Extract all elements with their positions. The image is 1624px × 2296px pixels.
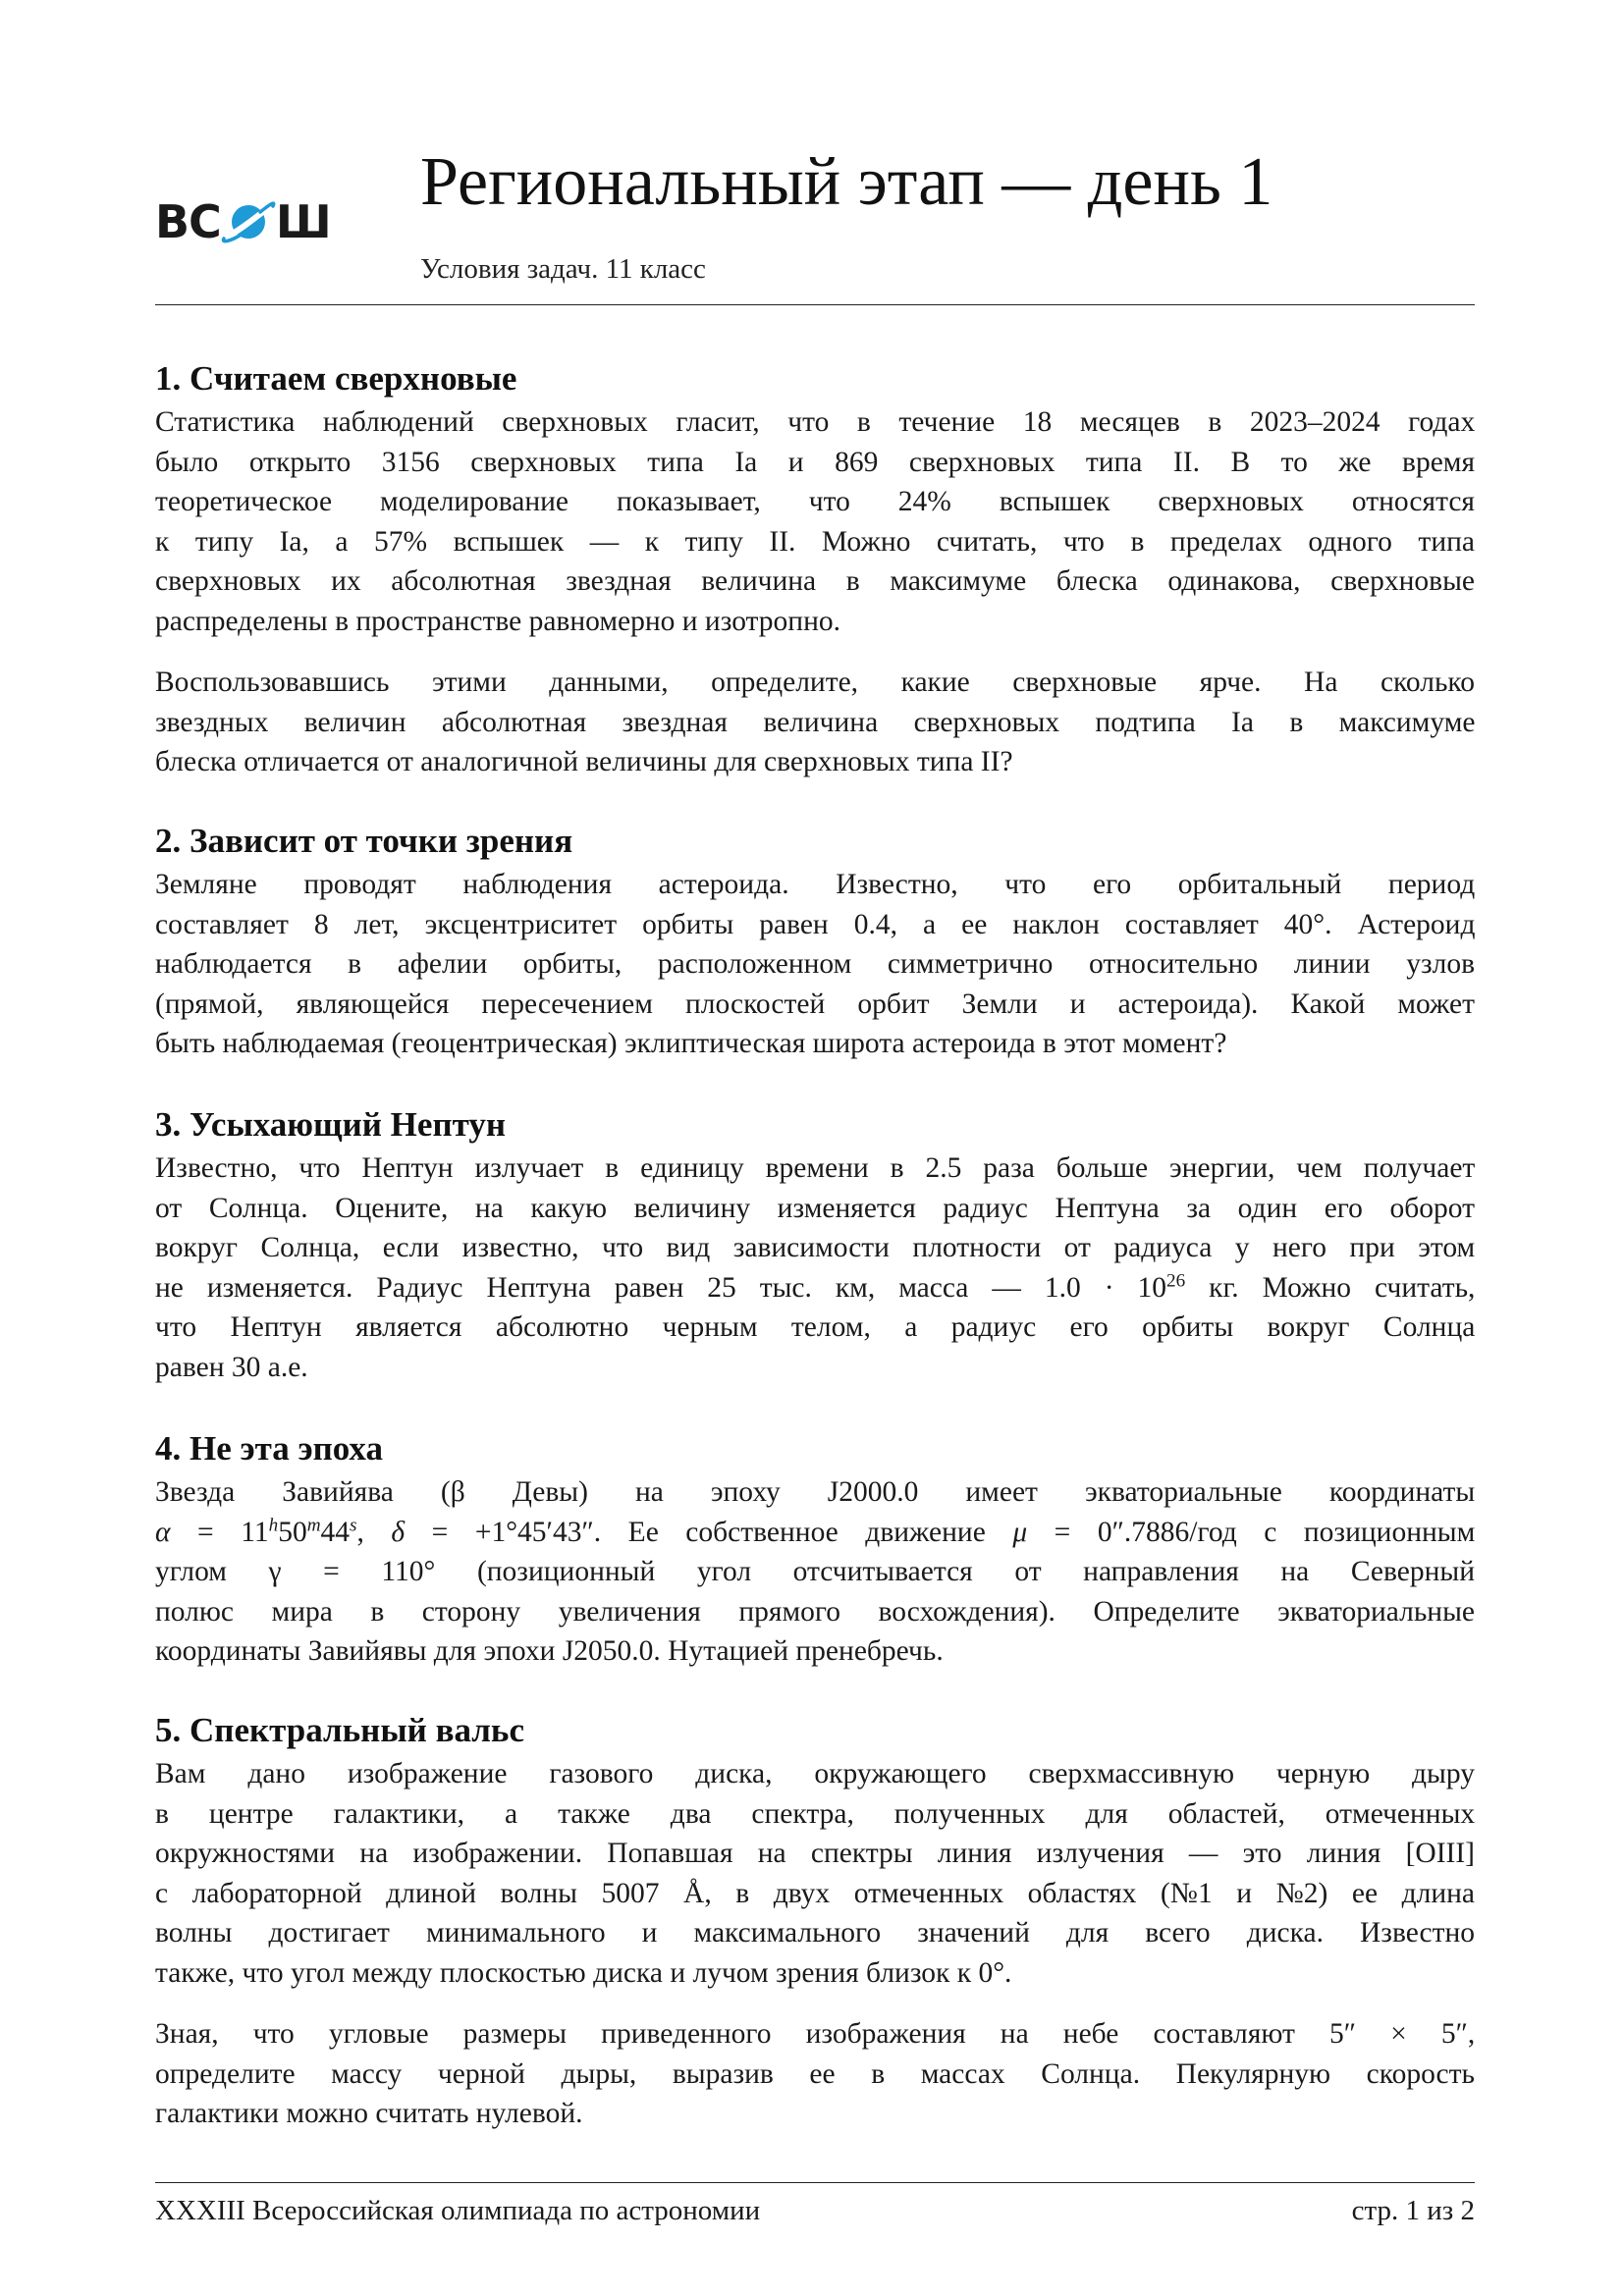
text-line: быть наблюдаемая (геоцентрическая) эклиптическая широта астероида в этот момент?: [155, 1028, 1227, 1059]
unit-s: s: [350, 1514, 357, 1535]
exponent: 26: [1166, 1269, 1186, 1291]
alpha-seconds: 44: [320, 1516, 351, 1548]
text-fragment: не изменяется. Радиус Нептуна равен 25 тыс. км, масса — 1.0 · 10: [155, 1271, 1166, 1304]
text-line: окружностями на изображении. Попавшая на спектры линия излучения — это линия [OIII]: [155, 1838, 1475, 1869]
alpha-symbol: α: [155, 1516, 171, 1548]
text-line: Земляне проводят наблюдения астероида. Известно, что его орбитальный период: [155, 869, 1476, 900]
text-line: наблюдается в афелии орбиты, расположенном симметрично относительно линии узлов: [155, 948, 1476, 980]
mu-symbol: μ: [1012, 1516, 1028, 1548]
problem-heading: 5. Спектральный вальс: [155, 1711, 524, 1749]
text-line-with-exponent: [155, 1268, 1475, 1308]
planet-icon: [221, 198, 276, 245]
problem-5: [155, 1711, 1475, 2134]
alpha-hours: 11: [241, 1516, 269, 1548]
text-line: также, что угол между плоскостью диска и лучом зрения близок к 0°.: [155, 1956, 1012, 1989]
text-line: равен 30 а.е.: [155, 1351, 308, 1383]
problem-heading: 4. Не эта эпоха: [155, 1429, 383, 1468]
text-line: галактики можно считать нулевой.: [155, 2098, 583, 2129]
text-line: Зная, что угловые размеры приведенного изображения на небе составляют 5″ × 5″,: [155, 2018, 1476, 2050]
footer-olympiad-name: XXXIII Всероссийская олимпиада по астрономии: [155, 2195, 761, 2226]
alpha-minutes: 50: [278, 1516, 307, 1548]
text-line: звездных величин абсолютная звездная величина сверхновых подтипа Ia в максимуме: [155, 706, 1476, 738]
problem-paragraph: [155, 865, 1475, 1064]
unit-h: h: [268, 1514, 279, 1535]
text-line: (прямой, являющейся пересечением плоскостей орбит Земли и астероида). Какой может: [155, 988, 1475, 1020]
text-line-coordinates: $\alpha = 11^h50^m44^s$, δ = +1°45′43″. Ее собственное движение μ = 0″.7886/год с позиционным: [155, 1514, 1476, 1548]
text-line: вокруг Солнца, если известно, что вид зависимости плотности от радиуса у него при этом: [155, 1232, 1476, 1263]
problem-heading: 1. Считаем сверхновые: [155, 359, 517, 398]
logo-text-left: ВС: [155, 195, 221, 248]
text-line: было открыто 3156 сверхновых типа Ia и 869 сверхновых типа II. В то же время: [155, 446, 1476, 478]
page-title: Региональный этап — день 1: [420, 144, 1273, 220]
text-line: Воспользовавшись этими данными, определите, какие сверхновые ярче. На сколько: [155, 667, 1475, 698]
text-line: Вам дано изображение газового диска, окружающего сверхмассивную черную дыру: [155, 1758, 1475, 1789]
logo-text-right: Ш: [275, 195, 331, 248]
page-subtitle: Условия задач. 11 класс: [420, 253, 706, 285]
problem-paragraph: [155, 1754, 1475, 1993]
text-line: углом γ = 110° (позиционный угол отсчитывается от направления на Северный: [155, 1556, 1475, 1587]
page-number: стр. 1 из 2: [1351, 2195, 1475, 2226]
text-line: волны достигает минимального и максимального значений для всего диска. Известно: [155, 1917, 1476, 1949]
text-line: составляет 8 лет, эксцентриситет орбиты равен 0.4, а ее наклон составляет 40°. Астероид: [155, 908, 1476, 940]
text-line: Статистика наблюдений сверхновых гласит, что в течение 18 месяцев в 2023–2024 годах: [155, 406, 1476, 438]
problem-paragraph: [155, 402, 1475, 641]
header-divider: [155, 304, 1475, 305]
problem-paragraph: [155, 663, 1475, 782]
footer-divider: [155, 2182, 1475, 2183]
text-line: Звезда Завийява (β Девы) на эпоху J2000.0 имеет экваториальные координаты: [155, 1476, 1476, 1508]
problem-paragraph: [155, 1472, 1475, 1672]
text-line: теоретическое моделирование показывает, что 24% вспышек сверхновых относятся: [155, 486, 1475, 517]
unit-m: m: [306, 1514, 321, 1535]
text-line: в центре галактики, а также два спектра, полученных для областей, отмеченных: [155, 1797, 1476, 1830]
problem-paragraph: [155, 2014, 1475, 2134]
text-line: полюс мира в сторону увеличения прямого восхождения). Определите экваториальные: [155, 1595, 1475, 1628]
text-line: Известно, что Нептун излучает в единицу времени в 2.5 раза больше энергии, чем получает: [155, 1152, 1476, 1184]
text-line: распределены в пространстве равномерно и изотропно.: [155, 605, 841, 637]
text-line: определите массу черной дыры, выразив ее в массах Солнца. Пекулярную скорость: [155, 2057, 1475, 2090]
text-line: блеска отличается от аналогичной величины для сверхновых типа II?: [155, 746, 1013, 777]
mu-value: 0″.7886: [1097, 1516, 1190, 1548]
problem-4: [155, 1429, 1475, 1672]
delta-symbol: δ: [391, 1516, 406, 1548]
problem-heading: 3. Усыхающий Нептун: [155, 1105, 507, 1144]
text-line: что Нептун является абсолютно черным телом, а радиус его орбиты вокруг Солнца: [155, 1311, 1476, 1343]
problem-3: [155, 1105, 1475, 1387]
text-line: координаты Завийявы для эпохи J2050.0. Нутацией пренебречь.: [155, 1635, 944, 1667]
text-line: сверхновых их абсолютная звездная величина в максимуме блеска одинакова, сверхновые: [155, 565, 1475, 597]
text-line: с лабораторной длиной волны 5007 Å, в двух отмеченных областях (№1 и №2) ее длина: [155, 1877, 1475, 1909]
text-line: к типу Ia, а 57% вспышек — к типу II. Можно считать, что в пределах одного типа: [155, 525, 1475, 558]
delta-value: +1°45′43″: [474, 1516, 594, 1548]
text-fragment: кг. Можно считать,: [1185, 1271, 1476, 1304]
vsosh-logo: [155, 195, 356, 248]
text-line: от Солнца. Оцените, на какую величину изменяется радиус Нептуна за один его оборот: [155, 1192, 1475, 1224]
problem-paragraph: [155, 1148, 1475, 1387]
problem-heading: 2. Зависит от точки зрения: [155, 822, 573, 860]
problem-2: [155, 822, 1475, 1064]
problem-1: [155, 359, 1475, 782]
